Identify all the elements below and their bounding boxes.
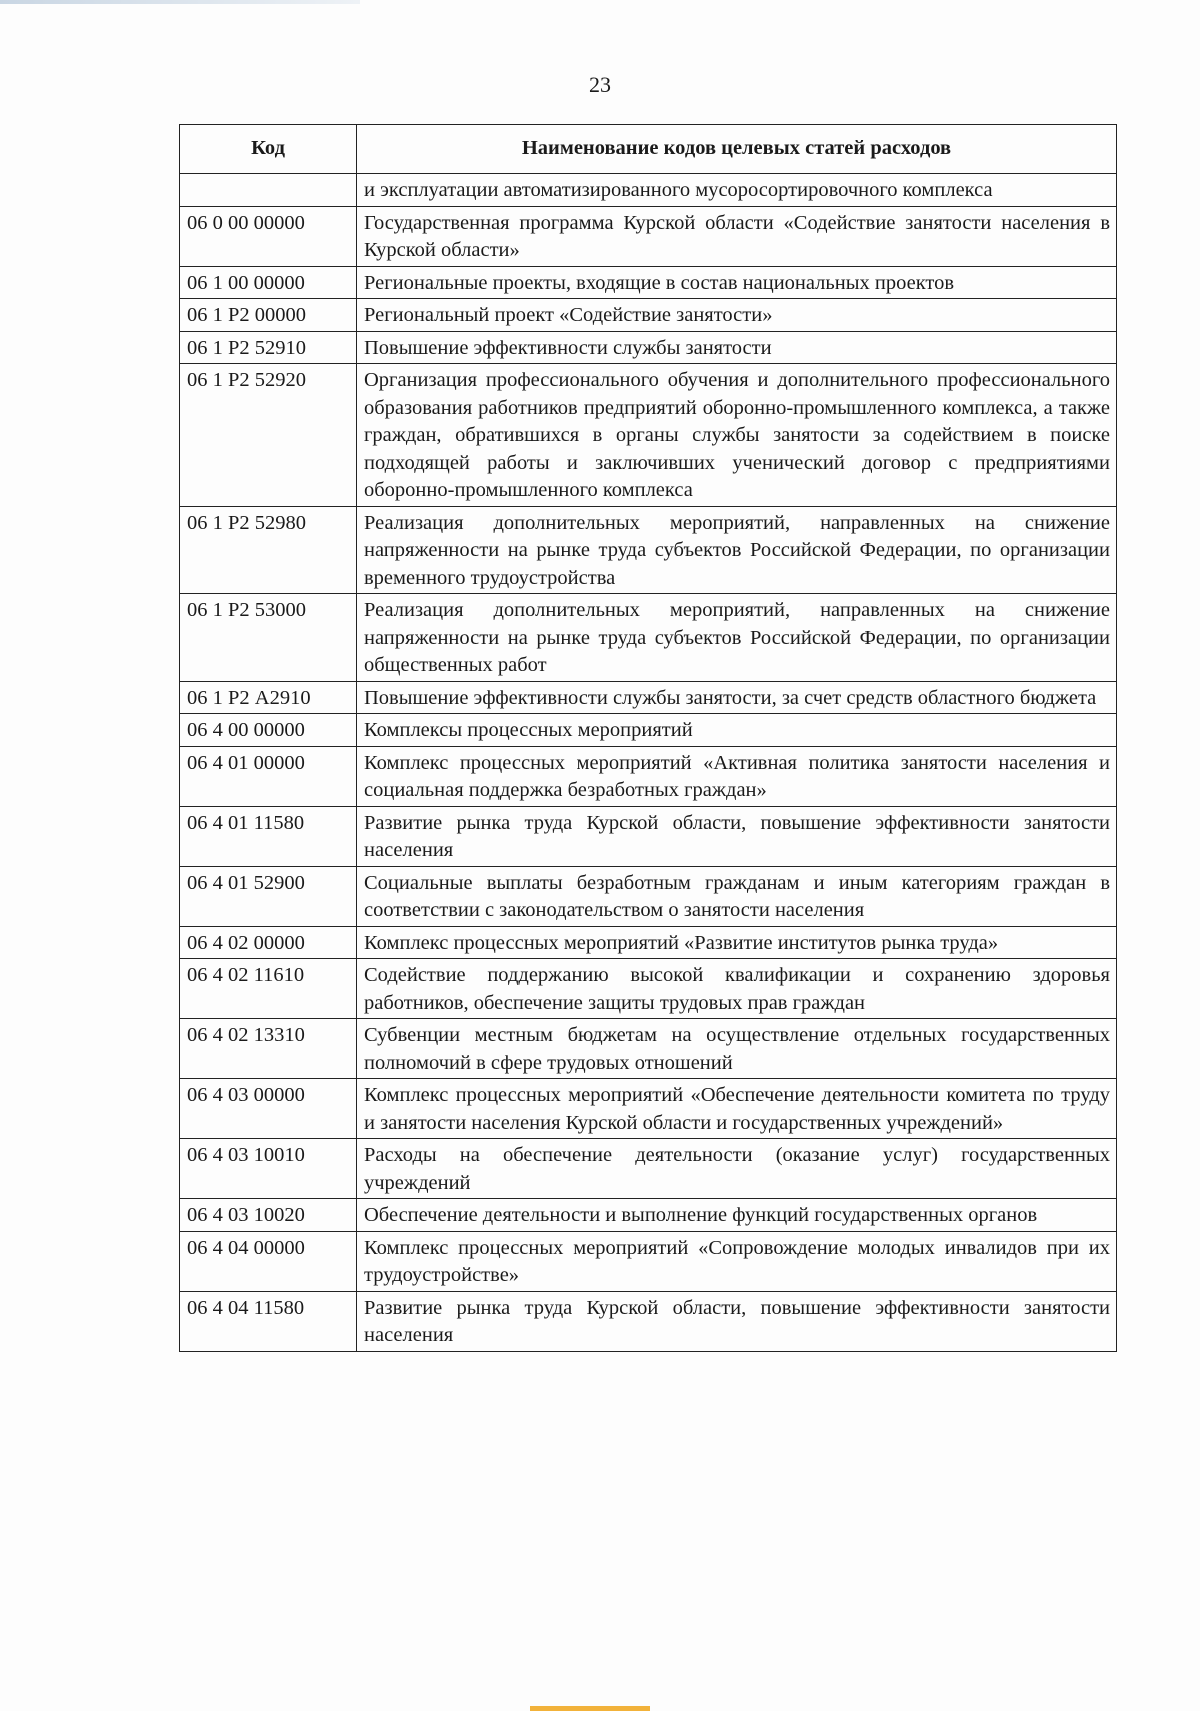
page-number: 23 (589, 72, 611, 97)
table-row (180, 206, 1117, 266)
row-code: 06 4 02 11610 (180, 959, 357, 1019)
row-code: 06 0 00 00000 (180, 206, 357, 266)
row-name: Повышение эффективности службы занятости, за счет средств областного бюджета (357, 681, 1117, 714)
table-body (180, 174, 1117, 1352)
row-name: Содействие поддержанию высокой квалификации и сохранению здоровья работников, обеспечение защиты трудовых прав граждан (357, 959, 1117, 1019)
row-code (180, 174, 357, 207)
row-code: 06 4 04 00000 (180, 1231, 357, 1291)
row-name: Реализация дополнительных мероприятий, направленных на снижение напряженности на рынке труда субъектов Российской Федерации, по организации общественных работ (357, 594, 1117, 682)
row-code: 06 4 02 13310 (180, 1019, 357, 1079)
row-code: 06 4 00 00000 (180, 714, 357, 747)
table-header-row (180, 125, 1117, 174)
row-name: Обеспечение деятельности и выполнение функций государственных органов (357, 1199, 1117, 1232)
row-code: 06 1 Р2 52980 (180, 506, 357, 594)
expense-codes-table (179, 124, 1117, 1352)
row-name: Субвенции местным бюджетам на осуществление отдельных государственных полномочий в сфере трудовых отношений (357, 1019, 1117, 1079)
row-code: 06 4 01 00000 (180, 746, 357, 806)
table-row (180, 681, 1117, 714)
row-code: 06 4 03 10010 (180, 1139, 357, 1199)
table-row (180, 866, 1117, 926)
row-code: 06 4 01 52900 (180, 866, 357, 926)
table-row (180, 1019, 1117, 1079)
row-code: 06 1 Р2 00000 (180, 299, 357, 332)
table-row (180, 1231, 1117, 1291)
header-name: Наименование кодов целевых статей расходов (357, 125, 1117, 174)
row-name: Комплекс процессных мероприятий «Активная политика занятости населения и социальная поддержка безработных граждан» (357, 746, 1117, 806)
row-name: Комплексы процессных мероприятий (357, 714, 1117, 747)
row-name: и эксплуатации автоматизированного мусоросортировочного комплекса (357, 174, 1117, 207)
row-name: Комплекс процессных мероприятий «Развитие институтов рынка труда» (357, 926, 1117, 959)
table-row (180, 746, 1117, 806)
row-code: 06 4 04 11580 (180, 1291, 357, 1351)
row-code: 06 1 Р2 А2910 (180, 681, 357, 714)
row-name: Комплекс процессных мероприятий «Сопровождение молодых инвалидов при их трудоустройстве» (357, 1231, 1117, 1291)
table-row (180, 1199, 1117, 1232)
table-row (180, 594, 1117, 682)
row-code: 06 4 01 11580 (180, 806, 357, 866)
row-name: Региональный проект «Содействие занятости» (357, 299, 1117, 332)
row-code: 06 1 Р2 52910 (180, 331, 357, 364)
row-name: Региональные проекты, входящие в состав национальных проектов (357, 266, 1117, 299)
row-name: Комплекс процессных мероприятий «Обеспечение деятельности комитета по труду и занятости населения Курской области и государственных учреждений» (357, 1079, 1117, 1139)
table-row (180, 331, 1117, 364)
row-name: Социальные выплаты безработным гражданам и иным категориям граждан в соответствии с законодательством о занятости населения (357, 866, 1117, 926)
row-name: Расходы на обеспечение деятельности (оказание услуг) государственных учреждений (357, 1139, 1117, 1199)
table-row (180, 926, 1117, 959)
table-row (180, 506, 1117, 594)
table-row (180, 1139, 1117, 1199)
row-code: 06 4 03 00000 (180, 1079, 357, 1139)
table-row (180, 806, 1117, 866)
scan-bottom-mark (530, 1706, 650, 1711)
header-code: Код (180, 125, 357, 174)
row-code: 06 1 Р2 53000 (180, 594, 357, 682)
row-name: Развитие рынка труда Курской области, повышение эффективности занятости населения (357, 1291, 1117, 1351)
scan-edge-artifact (0, 0, 360, 4)
table-row (180, 266, 1117, 299)
table-row (180, 364, 1117, 507)
row-code: 06 1 Р2 52920 (180, 364, 357, 507)
table-row (180, 714, 1117, 747)
row-name: Реализация дополнительных мероприятий, направленных на снижение напряженности на рынке труда субъектов Российской Федерации, по организации временного трудоустройства (357, 506, 1117, 594)
table-row (180, 1079, 1117, 1139)
table-row (180, 299, 1117, 332)
row-name: Государственная программа Курской области «Содействие занятости населения в Курской области» (357, 206, 1117, 266)
row-name: Организация профессионального обучения и дополнительного профессионального образования работников предприятий оборонно-промышленного комплекса, а также граждан, обратившихся в органы службы занятости за содействием в поиске подходящей работы и заключивших ученический договор с предприятиями оборонно-промышленного комплекса (357, 364, 1117, 507)
row-code: 06 4 02 00000 (180, 926, 357, 959)
row-code: 06 4 03 10020 (180, 1199, 357, 1232)
table-row (180, 959, 1117, 1019)
table-row (180, 1291, 1117, 1351)
table-row (180, 174, 1117, 207)
row-code: 06 1 00 00000 (180, 266, 357, 299)
row-name: Развитие рынка труда Курской области, повышение эффективности занятости населения (357, 806, 1117, 866)
row-name: Повышение эффективности службы занятости (357, 331, 1117, 364)
